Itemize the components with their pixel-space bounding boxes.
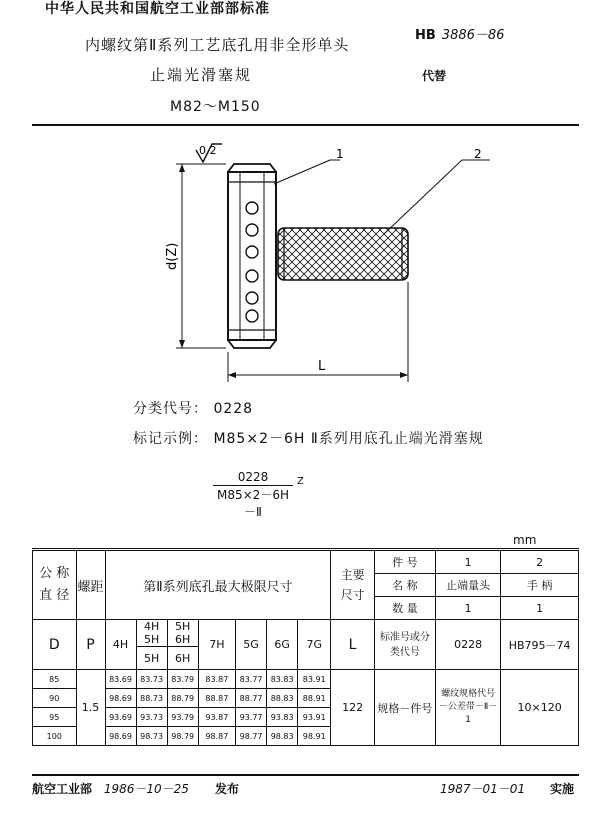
std-prefix: HB bbox=[415, 28, 436, 43]
marking-denominator: M85×2－6H－Ⅱ bbox=[217, 488, 289, 519]
tol-5H: 5H bbox=[136, 647, 167, 670]
header-std-code: 标准号或分类代号 bbox=[374, 620, 435, 670]
spec-code bbox=[435, 670, 500, 746]
row-95-v0: 93.69 bbox=[105, 708, 136, 727]
part-name-2: 手 柄 bbox=[501, 574, 579, 597]
part-no-1: 1 bbox=[435, 551, 500, 574]
size-range: M82～M150 bbox=[170, 99, 261, 115]
spec-label: 规格－件号 bbox=[374, 670, 435, 746]
row-100-v5: 98.83 bbox=[267, 727, 298, 746]
row-90-v1: 88.73 bbox=[136, 689, 167, 708]
standard-number bbox=[415, 24, 504, 43]
org-title: 中华人民共和国航空工业部部标准 bbox=[45, 1, 270, 17]
unit-label: mm bbox=[513, 533, 537, 547]
row-85-v6: 83.91 bbox=[298, 670, 331, 689]
gauge-body-shape bbox=[228, 172, 276, 340]
header-quantity: 数 量 bbox=[374, 597, 435, 620]
tol-6H: 6H bbox=[167, 647, 198, 670]
header-rule bbox=[32, 124, 579, 126]
plug-gauge-drawing bbox=[0, 130, 600, 390]
row-90-v0: 98.69 bbox=[105, 689, 136, 708]
row-90-v3: 88.87 bbox=[198, 689, 235, 708]
impl-word: 实施 bbox=[550, 782, 575, 796]
row-90-v2: 88.79 bbox=[167, 689, 198, 708]
replaces-label: 代替 bbox=[422, 69, 447, 83]
row-85-v5: 83.83 bbox=[267, 670, 298, 689]
marking-sup: Z bbox=[297, 476, 304, 487]
row-95-v6: 93.91 bbox=[298, 708, 331, 727]
row-95-v4: 93.77 bbox=[236, 708, 267, 727]
row-100-v4: 98.77 bbox=[236, 727, 267, 746]
dimension-d: d(Z) bbox=[165, 242, 180, 270]
part-name-1: 止端量头 bbox=[435, 574, 500, 597]
callout-2: 2 bbox=[474, 147, 482, 161]
row-90-D: 90 bbox=[33, 689, 77, 708]
symbol-L: L bbox=[331, 620, 375, 670]
tol-5H6H: 5H 6H bbox=[167, 620, 198, 647]
header-pitch: 螺距 bbox=[76, 551, 105, 620]
row-100-v0: 98.69 bbox=[105, 727, 136, 746]
tol-7H: 7H bbox=[198, 620, 235, 670]
row-95-v2: 93.79 bbox=[167, 708, 198, 727]
row-95-v5: 93.83 bbox=[267, 708, 298, 727]
issuer: 航空工业部 bbox=[32, 782, 93, 796]
row-95-v3: 93.87 bbox=[198, 708, 235, 727]
marking-fraction bbox=[213, 470, 304, 520]
row-85-v0: 83.69 bbox=[105, 670, 136, 689]
issue-word: 发布 bbox=[215, 782, 240, 796]
row-100-v1: 98.73 bbox=[136, 727, 167, 746]
header-name: 名 称 bbox=[374, 574, 435, 597]
tol-4H: 4H bbox=[105, 620, 136, 670]
header-part-no: 件 号 bbox=[374, 551, 435, 574]
row-90-v5: 88.83 bbox=[267, 689, 298, 708]
row-95-v1: 93.73 bbox=[136, 708, 167, 727]
quantity-2: 1 bbox=[501, 597, 579, 620]
header-limit-dims: 第Ⅱ系列底孔最大极限尺寸 bbox=[105, 551, 331, 620]
header-nominal-diameter: 公 称直 径 bbox=[33, 551, 77, 620]
pitch-value: 1.5 bbox=[76, 670, 105, 746]
issue-date: 1986－10－25 bbox=[103, 782, 189, 796]
handle-spec: 10×120 bbox=[501, 670, 579, 746]
row-100-v6: 98.91 bbox=[298, 727, 331, 746]
row-85-v2: 83.79 bbox=[167, 670, 198, 689]
dimension-L: L bbox=[318, 359, 326, 374]
dimensions-table bbox=[32, 550, 579, 746]
tol-6G: 6G bbox=[267, 620, 298, 670]
doc-title-line1: 内螺纹第Ⅱ系列工艺底孔用非全形单头 bbox=[85, 36, 350, 54]
header-main-dims: 主要尺寸 bbox=[331, 551, 375, 620]
symbol-P: P bbox=[76, 620, 105, 670]
L-value: 122 bbox=[331, 670, 375, 746]
row-95-D: 95 bbox=[33, 708, 77, 727]
std-code-2: HB795－74 bbox=[501, 620, 579, 670]
symbol-D: D bbox=[33, 620, 77, 670]
doc-title-line2: 止端光滑塞规 bbox=[150, 66, 253, 84]
row-100-D: 100 bbox=[33, 727, 77, 746]
part-no-2: 2 bbox=[501, 551, 579, 574]
marking-example: 标记示例： M85×2－6H Ⅱ系列用底孔止端光滑塞规 bbox=[133, 431, 484, 447]
row-100-v2: 98.79 bbox=[167, 727, 198, 746]
std-code-1: 0228 bbox=[435, 620, 500, 670]
row-85-v1: 83.73 bbox=[136, 670, 167, 689]
marking-numerator: 0228 bbox=[213, 470, 293, 486]
tol-7G: 7G bbox=[298, 620, 331, 670]
table-top-rule bbox=[32, 548, 579, 549]
row-85-v3: 83.87 bbox=[198, 670, 235, 689]
impl-date: 1987－01－01 bbox=[440, 782, 526, 796]
tol-4H5H: 4H 5H bbox=[136, 620, 167, 647]
row-90-v4: 88.77 bbox=[236, 689, 267, 708]
row-90-v6: 88.91 bbox=[298, 689, 331, 708]
quantity-1: 1 bbox=[435, 597, 500, 620]
row-85-v4: 83.77 bbox=[236, 670, 267, 689]
callout-1: 1 bbox=[336, 147, 344, 161]
handle-shape bbox=[278, 228, 408, 280]
spec-code-line2: －公差带－Ⅱ－1 bbox=[438, 702, 498, 725]
classification-code: 分类代号： 0228 bbox=[133, 401, 254, 417]
tol-5G: 5G bbox=[236, 620, 267, 670]
spec-code-line1: 螺纹规格代号 bbox=[441, 689, 496, 699]
std-number: 3886－86 bbox=[441, 28, 505, 43]
row-85-D: 85 bbox=[33, 670, 77, 689]
row-100-v3: 98.87 bbox=[198, 727, 235, 746]
roughness-value: 0.2 bbox=[199, 144, 217, 157]
footer-issue bbox=[32, 780, 189, 797]
footer-rule bbox=[32, 774, 579, 776]
